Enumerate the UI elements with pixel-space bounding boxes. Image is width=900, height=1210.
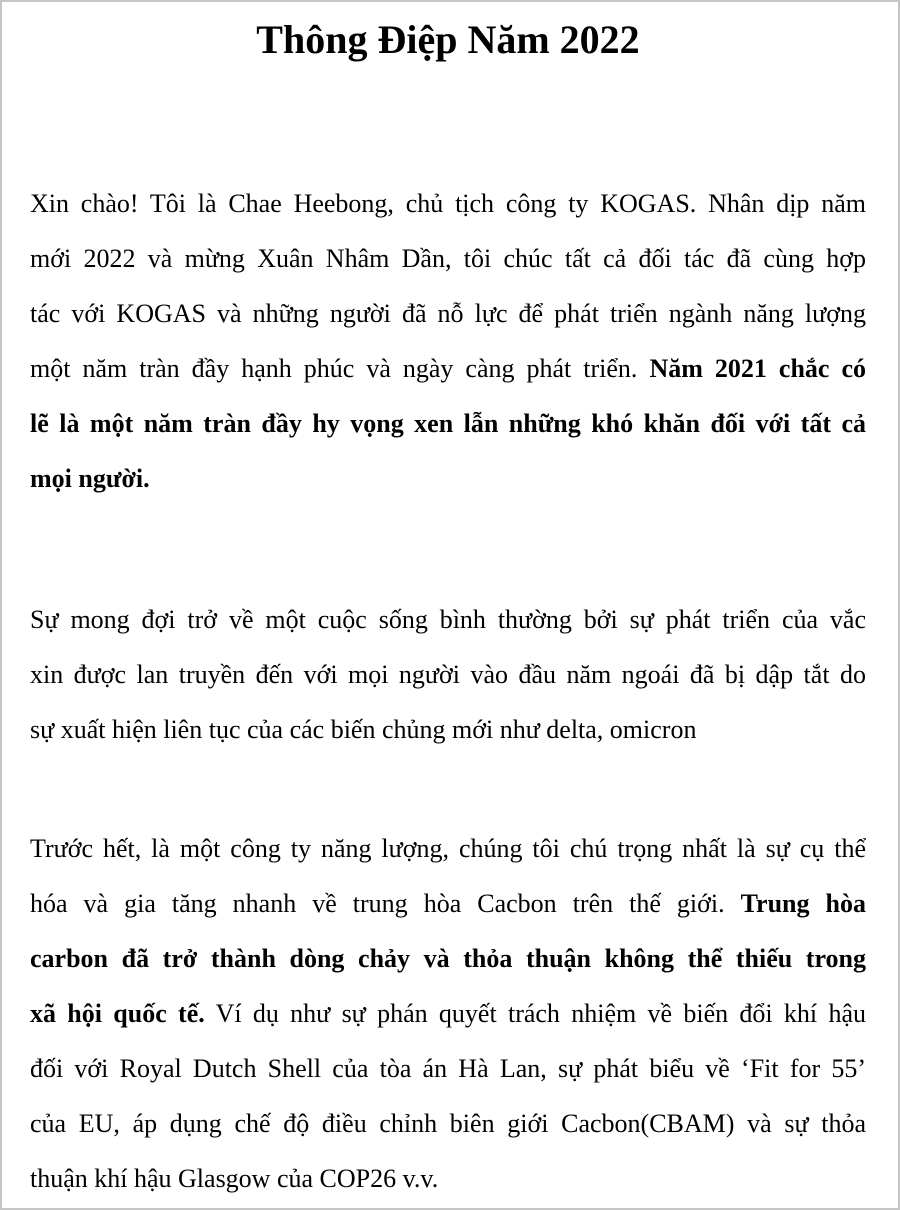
document-title: Thông Điệp Năm 2022	[256, 17, 640, 62]
text-segment: tác với KOGAS và những người đã nỗ lực để phát triển ngành năng lượng	[30, 299, 866, 328]
text-line	[30, 931, 866, 986]
text-line	[30, 702, 866, 757]
text-segment: mới 2022 và mừng Xuân Nhâm Dần, tôi chúc tất cả đối tác đã cùng hợp	[30, 244, 866, 273]
document-content	[2, 16, 898, 1206]
text-line	[30, 647, 866, 702]
text-segment-bold: xã hội quốc tế.	[30, 999, 205, 1028]
text-line	[30, 1041, 866, 1096]
text-segment-bold: Năm 2021 chắc có	[649, 354, 867, 383]
text-line	[30, 176, 866, 231]
text-segment-bold: Trung hòa	[740, 889, 866, 918]
text-segment: thuận khí hậu Glasgow của COP26 v.v.	[30, 1164, 439, 1193]
text-line	[30, 1096, 866, 1151]
text-segment-bold: carbon đã trở thành dòng chảy và thỏa thuận không thể thiếu trong	[30, 944, 866, 973]
text-segment: sự xuất hiện liên tục của các biến chủng mới như delta, omicron	[30, 715, 697, 744]
text-segment-bold: mọi người.	[30, 464, 150, 493]
text-line	[30, 231, 866, 286]
text-segment: một năm tràn đầy hạnh phúc và ngày càng phát triển.	[30, 354, 650, 383]
text-line	[30, 592, 866, 647]
paragraph-greeting	[30, 176, 866, 506]
text-segment: Ví dụ như sự phán quyết trách nhiệm về biến đổi khí hậu	[204, 999, 866, 1028]
text-segment: xin được lan truyền đến với mọi người vào đầu năm ngoái đã bị dập tắt do	[30, 660, 866, 689]
paragraph-carbon	[30, 821, 866, 1206]
text-line	[30, 1151, 866, 1206]
text-segment: Sự mong đợi trở về một cuộc sống bình thường bởi sự phát triển của vắc	[30, 605, 866, 634]
text-line	[30, 986, 866, 1041]
text-segment: hóa và gia tăng nhanh về trung hòa Cacbon trên thế giới.	[30, 889, 741, 918]
text-segment: Xin chào! Tôi là Chae Heebong, chủ tịch công ty KOGAS. Nhân dịp năm	[30, 189, 866, 218]
text-segment-bold: lẽ là một năm tràn đầy hy vọng xen lẫn những khó khăn đối với tất cả	[30, 409, 866, 438]
text-line	[30, 451, 866, 506]
text-line	[30, 286, 866, 341]
text-line	[30, 821, 866, 876]
text-segment: đối với Royal Dutch Shell của tòa án Hà Lan, sự phát biểu về ‘Fit for 55’	[30, 1054, 866, 1083]
text-line	[30, 876, 866, 931]
text-segment: của EU, áp dụng chế độ điều chỉnh biên giới Cacbon(CBAM) và sự thỏa	[30, 1109, 866, 1138]
text-line	[30, 396, 866, 451]
text-line	[30, 341, 866, 396]
text-segment: Trước hết, là một công ty năng lượng, chúng tôi chú trọng nhất là sự cụ thể	[30, 834, 866, 863]
paragraph-covid	[30, 592, 866, 757]
